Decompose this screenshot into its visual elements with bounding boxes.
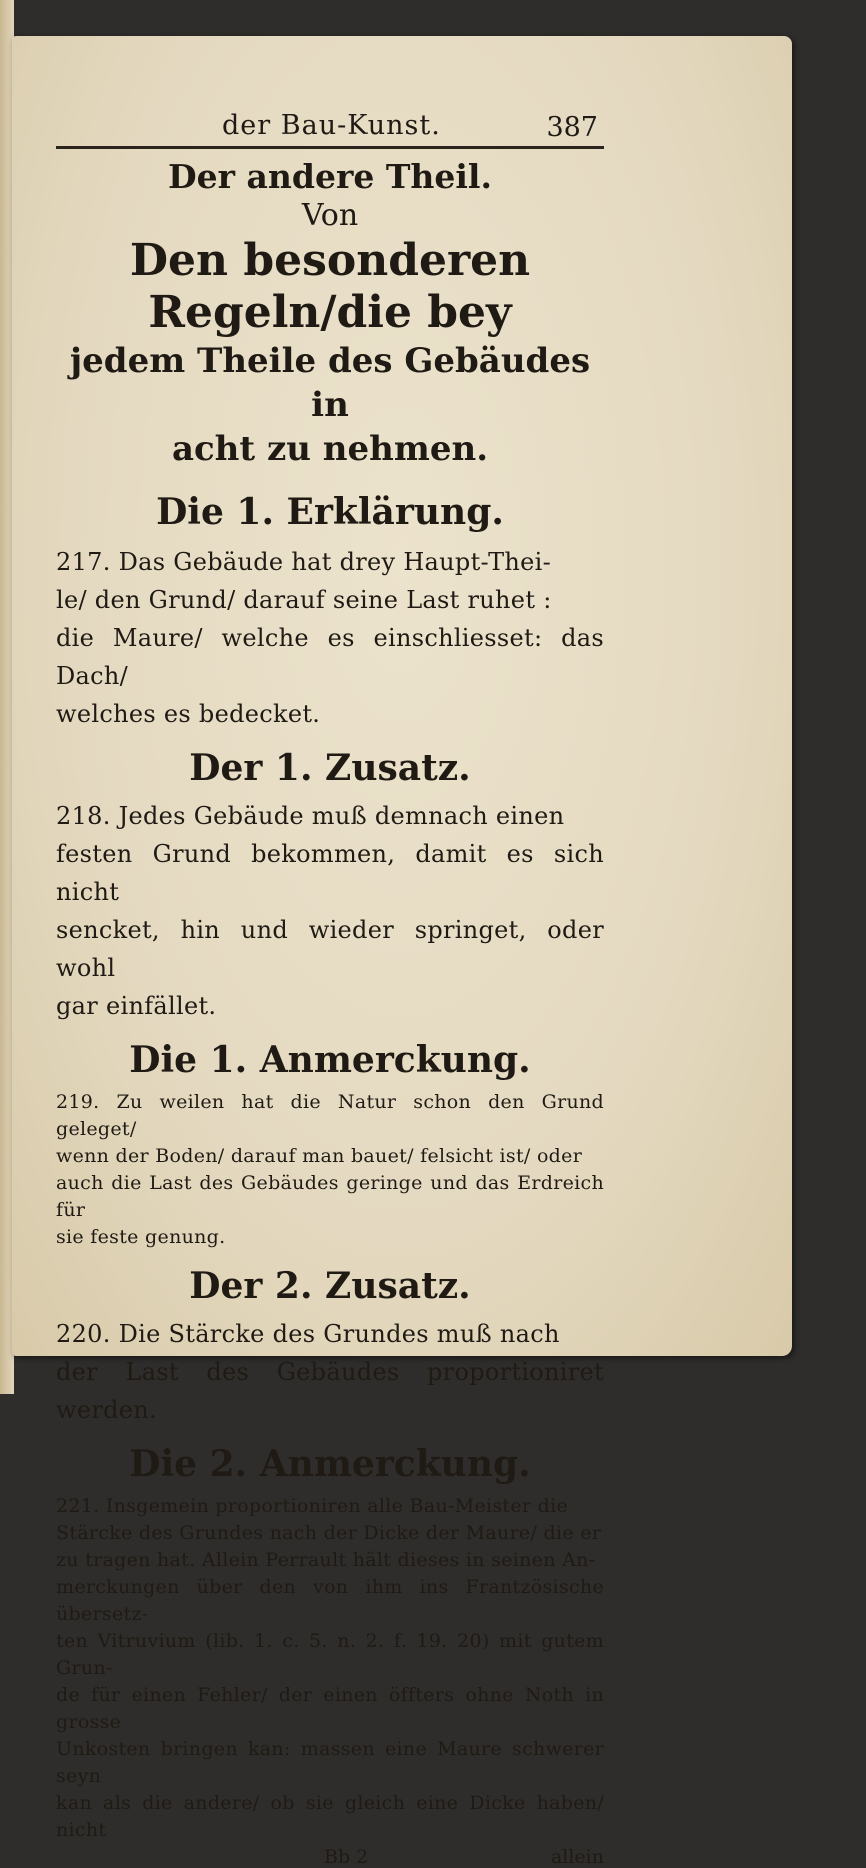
text-line: auch die Last des Gebäudes geringe und das Erdreich für	[56, 1172, 604, 1221]
text-line: kan als die andere/ ob sie gleich eine Dicke haben/ nicht	[56, 1792, 604, 1841]
text-line: merckungen über den von ihm ins Frantzösische übersetz-	[56, 1576, 604, 1625]
text-line: 218. Jedes Gebäude muß demnach einen	[56, 802, 565, 830]
text-block	[56, 106, 604, 1868]
text-line: der Last des Gebäudes proportioniret werden.	[56, 1358, 604, 1424]
text-line: 220. Die Stärcke des Grundes muß nach	[56, 1320, 560, 1348]
section-heading-erklaerung-1: Die 1. Erklärung.	[156, 491, 504, 533]
section-heading-anmerckung-2: Die 2. Anmerckung.	[129, 1443, 531, 1485]
part-title: Der andere Theil.	[168, 157, 492, 196]
text-line: Unkosten bringen kan: massen eine Maure schwerer seyn	[56, 1738, 604, 1787]
page-number: 387	[546, 112, 598, 143]
main-title-line-2: jedem Theile des Gebäudes in	[69, 341, 591, 425]
main-title: Den besonderen Regeln/die bey	[129, 235, 531, 338]
text-line: festen Grund bekommen, damit es sich nicht	[56, 840, 604, 906]
text-line: sie feste genung.	[56, 1226, 226, 1248]
page-footer	[56, 1846, 604, 1868]
section-heading-zusatz-1: Der 1. Zusatz.	[189, 747, 471, 789]
running-head	[56, 106, 604, 146]
text-line: welches es bedecket.	[56, 700, 321, 728]
section-heading-anmerckung-1: Die 1. Anmerckung.	[129, 1039, 531, 1081]
section-heading-zusatz-2: Der 2. Zusatz.	[189, 1265, 471, 1307]
paragraph-218	[56, 797, 604, 1025]
book-page	[12, 36, 792, 1868]
main-title-line-3: acht zu nehmen.	[171, 429, 489, 469]
von-line: Von	[301, 198, 359, 233]
paragraph-219	[56, 1089, 604, 1251]
text-line: 219. Zu weilen hat die Natur schon den Grund geleget/	[56, 1091, 604, 1140]
text-line: gar einfället.	[56, 992, 217, 1020]
paragraph-220	[56, 1315, 604, 1429]
text-line: Stärcke des Grundes nach der Dicke der Maure/ die er	[56, 1522, 602, 1544]
paragraph-217	[56, 543, 604, 733]
signature-mark: Bb 2	[324, 1846, 369, 1868]
catchword: allein	[550, 1846, 604, 1868]
running-head-title: der Bau-Kunst.	[222, 110, 441, 141]
text-line: die Maure/ welche es einschliesset: das Dach/	[56, 624, 604, 690]
text-line: 221. Insgemein proportioniren alle Bau-Meister die	[56, 1495, 569, 1517]
text-line: ten Vitruvium (lib. 1. c. 5. n. 2. f. 19. 20) mit gutem Grun-	[56, 1630, 604, 1679]
header-rule	[56, 146, 604, 149]
paragraph-221	[56, 1493, 604, 1844]
text-line: wenn der Boden/ darauf man bauet/ felsicht ist/ oder	[56, 1145, 583, 1167]
text-line: sencket, hin und wieder springet, oder wohl	[56, 916, 604, 982]
text-line: le/ den Grund/ darauf seine Last ruhet :	[56, 586, 552, 614]
text-line: 217. Das Gebäude hat drey Haupt-Thei-	[56, 548, 552, 576]
text-line: zu tragen hat. Allein Perrault hält dieses in seinen An-	[56, 1549, 596, 1571]
text-line: de für einen Fehler/ der einen öffters ohne Noth in grosse	[56, 1684, 604, 1733]
